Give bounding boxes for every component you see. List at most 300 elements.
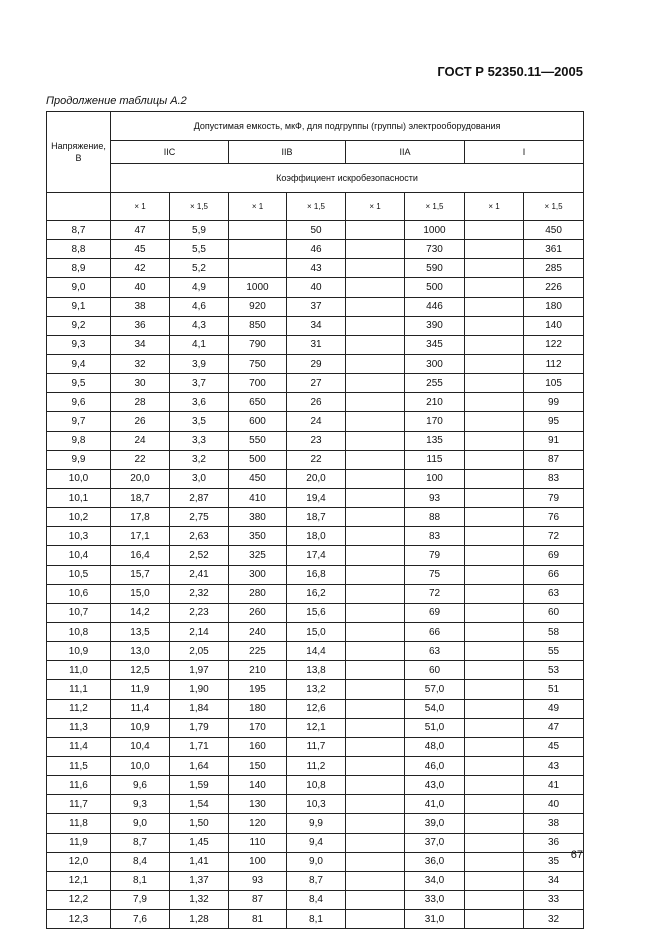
capacitance-cell: 300 [229,565,287,584]
voltage-cell: 11,8 [47,814,111,833]
capacitance-cell: 5,2 [170,259,229,278]
capacitance-cell [465,278,524,297]
capacitance-cell [465,910,524,929]
coefficient-cell: × 1 [465,193,524,221]
capacitance-cell: 95 [524,412,584,431]
capacitance-cell: 48,0 [405,737,465,756]
capacitance-cell: 3,5 [170,412,229,431]
capacitance-cell: 66 [405,622,465,641]
capacitance-cell: 17,1 [111,527,170,546]
capacitance-cell: 3,0 [170,469,229,488]
voltage-cell: 10,6 [47,584,111,603]
voltage-cell: 9,4 [47,354,111,373]
capacitance-cell: 20,0 [287,469,346,488]
coefficient-cell: × 1 [111,193,170,221]
capacitance-cell [346,680,405,699]
capacitance-cell: 34 [524,871,584,890]
capacitance-cell: 7,6 [111,910,170,929]
table-row [47,354,584,373]
capacitance-cell: 45 [524,737,584,756]
table-row [47,756,584,775]
capacitance-cell: 69 [405,603,465,622]
table-row [47,661,584,680]
capacitance-cell: 31,0 [405,910,465,929]
capacitance-cell: 2,05 [170,642,229,661]
capacitance-cell [346,622,405,641]
voltage-cell: 12,2 [47,890,111,909]
capacitance-cell [465,795,524,814]
capacitance-cell: 3,9 [170,354,229,373]
capacitance-cell [346,756,405,775]
capacitance-cell: 99 [524,393,584,412]
capacitance-cell: 43 [524,756,584,775]
capacitance-cell: 51 [524,680,584,699]
capacitance-cell: 450 [229,469,287,488]
capacitance-cell [346,374,405,393]
capacitance-cell: 38 [111,297,170,316]
capacitance-cell: 36 [524,833,584,852]
capacitance-cell: 14,4 [287,642,346,661]
voltage-cell: 11,6 [47,776,111,795]
capacitance-cell: 10,8 [287,776,346,795]
capacitance-cell: 46,0 [405,756,465,775]
capacitance-cell: 24 [287,412,346,431]
capacitance-cell: 54,0 [405,699,465,718]
capacitance-cell [465,527,524,546]
capacitance-cell [229,240,287,259]
table-row [47,776,584,795]
capacitance-cell [346,565,405,584]
table-row [47,278,584,297]
capacitance-cell [346,240,405,259]
capacitance-cell [465,354,524,373]
capacitance-cell: 58 [524,622,584,641]
capacitance-cell: 10,9 [111,718,170,737]
capacitance-cell: 22 [287,450,346,469]
capacitance-cell: 15,0 [287,622,346,641]
capacitance-cell: 2,14 [170,622,229,641]
capacitance-cell: 43,0 [405,776,465,795]
capacitance-cell: 8,4 [111,852,170,871]
capacitance-cell: 1,64 [170,756,229,775]
capacitance-cell [465,565,524,584]
capacitance-cell: 140 [229,776,287,795]
capacitance-cell [346,450,405,469]
table-row [47,221,584,240]
table-row [47,852,584,871]
capacitance-cell [346,278,405,297]
capacitance-cell: 195 [229,680,287,699]
capacitance-cell: 79 [524,488,584,507]
capacitance-cell: 170 [405,412,465,431]
capacitance-cell [465,546,524,565]
capacitance-cell: 9,9 [287,814,346,833]
capacitance-cell: 1,79 [170,718,229,737]
voltage-cell: 11,9 [47,833,111,852]
voltage-cell: 10,4 [47,546,111,565]
table-row [47,871,584,890]
capacitance-cell: 11,7 [287,737,346,756]
capacitance-cell: 22 [111,450,170,469]
capacitance-cell: 1,90 [170,680,229,699]
voltage-cell: 11,5 [47,756,111,775]
voltage-cell: 11,4 [47,737,111,756]
capacitance-cell: 350 [229,527,287,546]
capacitance-cell: 13,0 [111,642,170,661]
capacitance-cell: 28 [111,393,170,412]
capacitance-cell: 920 [229,297,287,316]
capacitance-cell [346,795,405,814]
capacitance-cell [346,910,405,929]
capacitance-cell: 226 [524,278,584,297]
voltage-cell: 12,3 [47,910,111,929]
capacitance-cell: 87 [229,890,287,909]
capacitance-cell: 9,4 [287,833,346,852]
capacitance-cell [465,412,524,431]
capacitance-cell: 42 [111,259,170,278]
table-row [47,469,584,488]
capacitance-cell: 13,8 [287,661,346,680]
capacitance-cell: 24 [111,431,170,450]
table-row [47,393,584,412]
capacitance-cell: 180 [524,297,584,316]
capacitance-cell: 2,23 [170,603,229,622]
table-row [47,795,584,814]
capacitance-cell: 130 [229,795,287,814]
capacitance-cell: 115 [405,450,465,469]
capacitance-cell [465,450,524,469]
capacitance-cell: 36,0 [405,852,465,871]
capacitance-cell [465,240,524,259]
capacitance-cell: 1,84 [170,699,229,718]
capacitance-cell: 9,3 [111,795,170,814]
table-row [47,527,584,546]
capacitance-cell: 120 [229,814,287,833]
voltage-cell: 9,7 [47,412,111,431]
capacitance-cell [465,622,524,641]
capacitance-cell: 255 [405,374,465,393]
capacitance-cell: 2,75 [170,508,229,527]
capacitance-cell: 15,7 [111,565,170,584]
capacitance-cell: 43 [287,259,346,278]
capacitance-cell: 730 [405,240,465,259]
capacitance-cell: 210 [229,661,287,680]
capacitance-cell [346,718,405,737]
capacitance-cell: 3,6 [170,393,229,412]
capacitance-cell: 260 [229,603,287,622]
capacitance-cell: 50 [287,221,346,240]
voltage-cell: 11,3 [47,718,111,737]
table-row [47,814,584,833]
table-row [47,297,584,316]
capacitance-cell: 285 [524,259,584,278]
capacitance-cell [346,833,405,852]
capacitance-cell: 3,3 [170,431,229,450]
voltage-cell: 11,0 [47,661,111,680]
capacitance-cell [465,833,524,852]
capacitance-cell [346,393,405,412]
capacitance-cell: 83 [405,527,465,546]
capacitance-cell: 18,7 [111,488,170,507]
voltage-cell: 10,5 [47,565,111,584]
table-row [47,718,584,737]
capacitance-cell: 16,8 [287,565,346,584]
capacitance-cell: 33 [524,890,584,909]
capacitance-cell: 47 [111,221,170,240]
capacitance-cell: 390 [405,316,465,335]
capacitance-cell: 450 [524,221,584,240]
capacitance-cell [346,890,405,909]
capacitance-cell: 1,50 [170,814,229,833]
capacitance-cell: 650 [229,393,287,412]
capacitance-cell [346,412,405,431]
capacitance-cell: 19,4 [287,488,346,507]
capacitance-cell [346,469,405,488]
table-row [47,910,584,929]
capacitance-cell [465,259,524,278]
voltage-column-header: Напряжение, В [47,112,111,193]
capacitance-cell: 11,9 [111,680,170,699]
voltage-cell: 9,8 [47,431,111,450]
capacitance-cell: 18,0 [287,527,346,546]
capacitance-cell: 72 [524,527,584,546]
table-row [47,680,584,699]
table-row [47,833,584,852]
capacitance-cell: 4,6 [170,297,229,316]
capacitance-cell: 225 [229,642,287,661]
table-row [47,374,584,393]
capacitance-cell: 40 [524,795,584,814]
capacitance-cell: 45 [111,240,170,259]
capacitance-cell: 34,0 [405,871,465,890]
group-header-4: I [465,141,584,164]
capacitance-cell [465,699,524,718]
capacitance-cell: 69 [524,546,584,565]
capacitance-cell: 36 [111,316,170,335]
voltage-cell: 9,6 [47,393,111,412]
capacitance-cell [465,756,524,775]
capacitance-cell: 790 [229,335,287,354]
capacitance-cell: 40 [111,278,170,297]
capacitance-cell [346,871,405,890]
capacitance-cell: 240 [229,622,287,641]
capacitance-cell: 26 [287,393,346,412]
voltage-cell: 9,2 [47,316,111,335]
capacitance-cell: 300 [405,354,465,373]
voltage-cell: 10,0 [47,469,111,488]
coefficient-cell: × 1,5 [524,193,584,221]
table-row [47,508,584,527]
capacitance-cell [465,661,524,680]
capacitance-cell [346,259,405,278]
capacitance-cell: 12,1 [287,718,346,737]
capacitance-cell [346,814,405,833]
capacitance-cell [229,221,287,240]
capacitance-cell: 17,8 [111,508,170,527]
capacitance-cell: 47 [524,718,584,737]
capacitance-cell: 410 [229,488,287,507]
coefficient-cell: × 1,5 [405,193,465,221]
capacitance-cell [465,603,524,622]
capacitance-cell: 35 [524,852,584,871]
capacitance-cell: 3,2 [170,450,229,469]
page-number: 67 [570,849,583,861]
capacitance-cell [465,335,524,354]
voltage-cell: 10,3 [47,527,111,546]
coefficient-header: Коэффициент искробезопасности [111,164,584,193]
capacitance-cell: 31 [287,335,346,354]
capacitance-cell: 500 [405,278,465,297]
capacitance-cell [465,316,524,335]
capacitance-cell: 1000 [229,278,287,297]
table-row [47,622,584,641]
capacitance-cell: 30 [111,374,170,393]
capacitance-cell: 100 [405,469,465,488]
capacitance-cell [346,335,405,354]
voltage-cell: 11,7 [47,795,111,814]
capacitance-cell: 55 [524,642,584,661]
group-header-2: IIB [229,141,346,164]
capacitance-cell: 1,37 [170,871,229,890]
capacitance-cell: 53 [524,661,584,680]
capacitance-cell: 1,54 [170,795,229,814]
voltage-cell: 9,3 [47,335,111,354]
capacitance-cell: 150 [229,756,287,775]
capacitance-cell: 27 [287,374,346,393]
capacitance-cell: 49 [524,699,584,718]
voltage-cell: 9,9 [47,450,111,469]
capacitance-cell: 46 [287,240,346,259]
capacitance-cell [346,852,405,871]
capacitance-cell: 34 [111,335,170,354]
capacitance-cell [465,393,524,412]
capacitance-cell: 110 [229,833,287,852]
capacitance-cell: 590 [405,259,465,278]
capacitance-cell: 1,32 [170,890,229,909]
capacitance-cell: 1,97 [170,661,229,680]
capacitance-cell: 76 [524,508,584,527]
capacitance-cell: 8,1 [111,871,170,890]
capacitance-cell: 37 [287,297,346,316]
capacitance-cell: 500 [229,450,287,469]
capacitance-cell [346,297,405,316]
capacitance-cell: 550 [229,431,287,450]
capacity-header: Допустимая емкость, мкФ, для подгруппы (группы) электрооборудования [111,112,584,141]
capacitance-cell: 88 [405,508,465,527]
capacitance-cell [465,871,524,890]
capacitance-cell: 29 [287,354,346,373]
capacitance-cell [346,316,405,335]
capacitance-cell: 105 [524,374,584,393]
capacitance-cell: 8,7 [287,871,346,890]
capacitance-cell [229,259,287,278]
group-header-1: IIC [111,141,229,164]
capacitance-cell: 750 [229,354,287,373]
capacitance-cell [346,699,405,718]
capacitance-cell [465,718,524,737]
capacitance-cell: 12,5 [111,661,170,680]
capacitance-cell: 5,9 [170,221,229,240]
capacitance-cell: 57,0 [405,680,465,699]
capacitance-cell [465,680,524,699]
capacitance-cell: 32 [111,354,170,373]
capacitance-cell: 11,4 [111,699,170,718]
capacitance-cell: 122 [524,335,584,354]
table-row [47,431,584,450]
capacitance-cell: 180 [229,699,287,718]
capacitance-cell: 10,4 [111,737,170,756]
capacitance-cell: 4,1 [170,335,229,354]
capacitance-cell [465,508,524,527]
voltage-cell: 12,1 [47,871,111,890]
capacitance-cell: 1000 [405,221,465,240]
voltage-cell: 8,9 [47,259,111,278]
capacitance-cell [465,852,524,871]
capacitance-cell [346,737,405,756]
capacitance-cell: 39,0 [405,814,465,833]
capacitance-cell: 700 [229,374,287,393]
capacitance-cell: 9,6 [111,776,170,795]
capacitance-cell: 4,9 [170,278,229,297]
table-row [47,737,584,756]
capacitance-cell: 2,52 [170,546,229,565]
capacitance-cell [465,776,524,795]
capacitance-cell: 34 [287,316,346,335]
coefficient-cell: × 1 [229,193,287,221]
table-row [47,450,584,469]
capacitance-cell: 41,0 [405,795,465,814]
table-row [47,565,584,584]
capacitance-cell: 72 [405,584,465,603]
coefficient-cell: × 1,5 [170,193,229,221]
capacitance-cell: 79 [405,546,465,565]
capacitance-cell [346,546,405,565]
voltage-cell: 10,9 [47,642,111,661]
capacitance-cell: 93 [229,871,287,890]
table-row [47,240,584,259]
capacitance-cell: 112 [524,354,584,373]
capacitance-cell [465,431,524,450]
capacitance-cell: 91 [524,431,584,450]
coefficient-cell: × 1,5 [287,193,346,221]
capacitance-cell: 8,1 [287,910,346,929]
capacitance-cell: 93 [405,488,465,507]
capacitance-cell [465,642,524,661]
capacitance-cell: 135 [405,431,465,450]
capacitance-cell: 75 [405,565,465,584]
capacitance-cell: 140 [524,316,584,335]
capacitance-cell: 1,28 [170,910,229,929]
capacitance-cell [346,221,405,240]
capacitance-cell: 14,2 [111,603,170,622]
table-row [47,412,584,431]
capacitance-cell: 17,4 [287,546,346,565]
table-row [47,699,584,718]
capacitance-cell [346,527,405,546]
capacitance-cell: 1,71 [170,737,229,756]
capacitance-cell: 7,9 [111,890,170,909]
capacitance-cell: 23 [287,431,346,450]
voltage-cell: 10,2 [47,508,111,527]
capacitance-cell [465,814,524,833]
capacitance-cell: 33,0 [405,890,465,909]
capacitance-cell: 210 [405,393,465,412]
table-row [47,335,584,354]
capacitance-cell: 280 [229,584,287,603]
capacitance-cell: 87 [524,450,584,469]
capacitance-cell: 3,7 [170,374,229,393]
capacitance-cell: 9,0 [287,852,346,871]
